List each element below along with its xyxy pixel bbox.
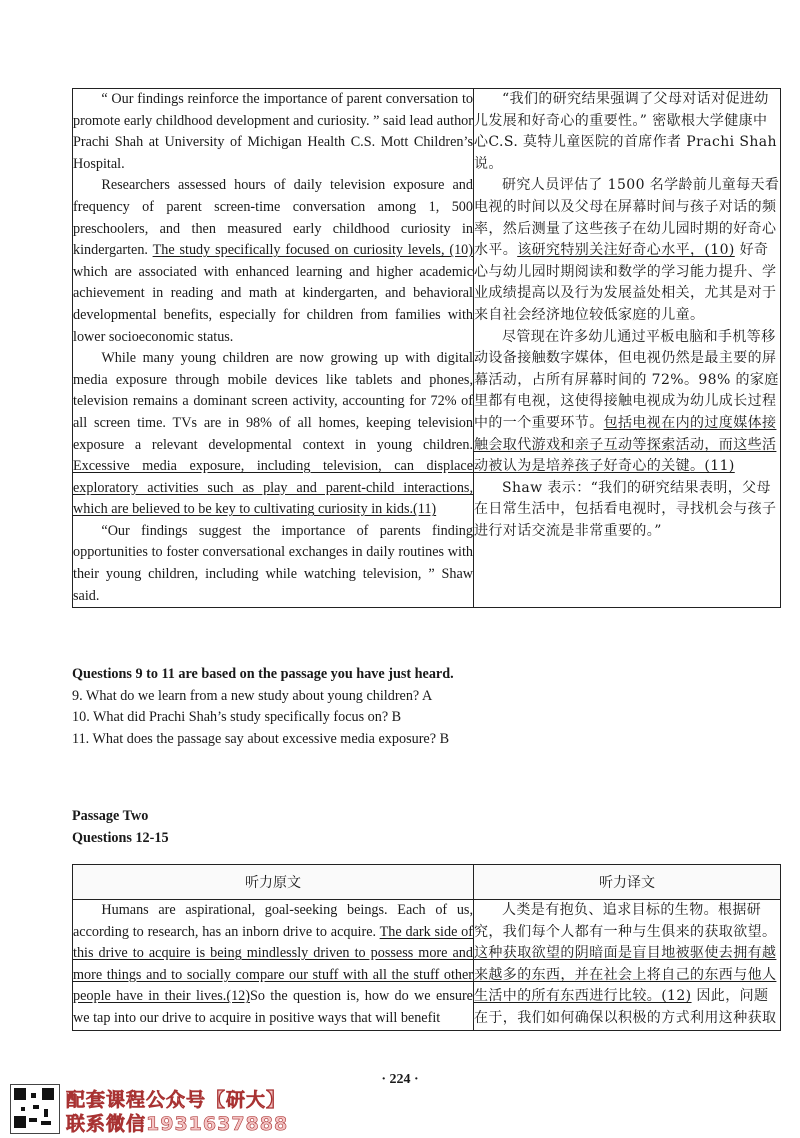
text-span: “ Our findings reinforce the importance of parent conversation to promote early childhood development and curiosity. ” said lead author Prachi Shah at University of Michigan Health C.S. Mott Children’s Hospital. (73, 91, 473, 172)
underlined-text: Excessive media exposure, including television, can displace exploratory activities such as play and parent-child interactions, which are believed to be key to cultivating curiosity in kids.(11) (73, 458, 473, 518)
page-number: · 224 · (381, 1072, 419, 1087)
underlined-text: The study specifically focused on curiosity levels, (10) (152, 242, 473, 259)
text-span: Shaw 表示：“我们的研究结果表明，父母在日常生活中，包括看电视时，寻找机会与孩子进行对话交流是非常重要的。” (474, 479, 777, 539)
paragraph (474, 478, 780, 543)
text-span: Researchers assessed hours of daily television exposure and frequency of parent screen-time conversation among 1, 500 preschoolers, and then measured early childhood curiosity in kindergarten. (73, 177, 473, 259)
text-span: “我们的研究结果强调了父母对话对促进幼儿发展和好奇心的重要性。” 密歇根大学健康中心C.S. 莫特儿童医院的首席作者 Prachi Shah 说。 (474, 91, 777, 172)
passage-two-subheading: Questions 12-15 (72, 829, 169, 846)
english-transcript-cell (73, 900, 474, 1031)
text-span: While many young children are now growing up with digital media exposure through mobile devices like tablets and phones, television remains a dominant screen activity, accounting for 72% of all screen time. TVs are in 98% of all homes, keeping television exposure a relevant developmental context in young children. (73, 350, 473, 453)
underlined-text: 包括电视在内的过度媒体接触会取代游戏和亲子互动等探索活动，而这些活动被认为是培养孩子好奇心的关键。(11) (474, 414, 777, 475)
passage-two-heading: Passage Two (72, 808, 149, 824)
text-span: 因此，问题在于，我们如何确保以积极的方式利用这种获取 (474, 988, 777, 1026)
question-item: 11. What does the passage say about excessive media exposure? B (72, 730, 450, 747)
paragraph (73, 900, 473, 1030)
chinese-translation-cell (474, 89, 781, 608)
text-span: 尽管现在许多幼儿通过平板电脑和手机等移动设备接触数字媒体，但电视仍然是最主要的屏幕活动，占所有屏幕时间的 72%。98% 的家庭里都有电视，这使得接触电视成为幼儿成长过程中的一个重要环节。 (474, 328, 779, 431)
underlined-text: 该研究特别关注好奇心水平，(10) (517, 242, 735, 259)
text-span: 人类是有抱负、追求目标的生物。根据研究，我们每个人都有一种与生俱来的获取欲望。 (474, 902, 777, 940)
qr-code-icon (10, 1084, 60, 1134)
paragraph (73, 348, 473, 521)
footer-watermark (10, 1084, 370, 1134)
text-span: “Our findings suggest the importance of parents finding opportunities to foster conversational exchanges in daily routines with their young children, including while watching television, ” Shaw said. (73, 522, 473, 604)
english-transcript-cell (73, 89, 474, 608)
paragraph (73, 521, 473, 607)
watermark-line-2: 联系微信1931637888 (66, 1113, 289, 1135)
chinese-column-header: 听力译文 (474, 865, 781, 900)
text-span: which are associated with enhanced learning and higher academic achievement in reading and math at kindergarten, and behavioral developmental benefits, especially for children from families with lower socioeconomic status. (73, 263, 473, 345)
question-item: 10. What did Prachi Shah’s study specifically focus on? B (72, 709, 402, 725)
english-column-header: 听力原文 (73, 865, 474, 900)
chinese-translation (474, 89, 780, 542)
paragraph (73, 175, 473, 348)
paragraph (474, 327, 780, 478)
underlined-text: 这种获取欲望的阴暗面是盲目地被驱使去拥有越来越多的东西，并在社会上将自己的东西与他人生活中的所有东西进行比较。(12) (474, 945, 777, 1005)
paragraph (73, 89, 473, 175)
paragraph (474, 89, 780, 175)
passage-two-table (72, 864, 781, 1031)
watermark-line-1: 配套课程公众号【研大】 (66, 1089, 287, 1111)
passage-two-heading-block (72, 806, 472, 849)
underlined-text: The dark side of this drive to acquire is being mindlessly driven to possess more and more things and to socially compare our stuff with all the stuff other people have in their lives.(12) (73, 923, 473, 1005)
passage-one-table (72, 88, 781, 608)
chinese-translation-cell (474, 900, 781, 1031)
chinese-translation (474, 900, 780, 1030)
questions-block (72, 664, 779, 750)
text-span: Humans are aspirational, goal-seeking beings. Each of us, according to research, has an inborn drive to acquire. (73, 902, 473, 940)
question-item: 9. What do we learn from a new study about young children? A (72, 687, 433, 704)
questions-title: Questions 9 to 11 are based on the passage you have just heard. (72, 666, 454, 682)
text-span: So the question is, how do we ensure we tap into our drive to acquire in positive ways that will benefit (73, 988, 473, 1026)
text-span: 研究人员评估了 1500 名学龄前儿童每天看电视的时间以及父母在屏幕时间与孩子对话的频率，然后测量了这些孩子在幼儿园时期的好奇心水平。 (474, 177, 780, 259)
english-transcript (73, 89, 473, 607)
english-transcript (73, 900, 473, 1030)
paragraph (474, 175, 780, 326)
paragraph (474, 900, 780, 1030)
text-span: 好奇心与幼儿园时期阅读和数学的学习能力提升、学业成绩提高以及行为发展益处相关，尤其是对于来自社会经济地位较低家庭的儿童。 (474, 242, 777, 323)
